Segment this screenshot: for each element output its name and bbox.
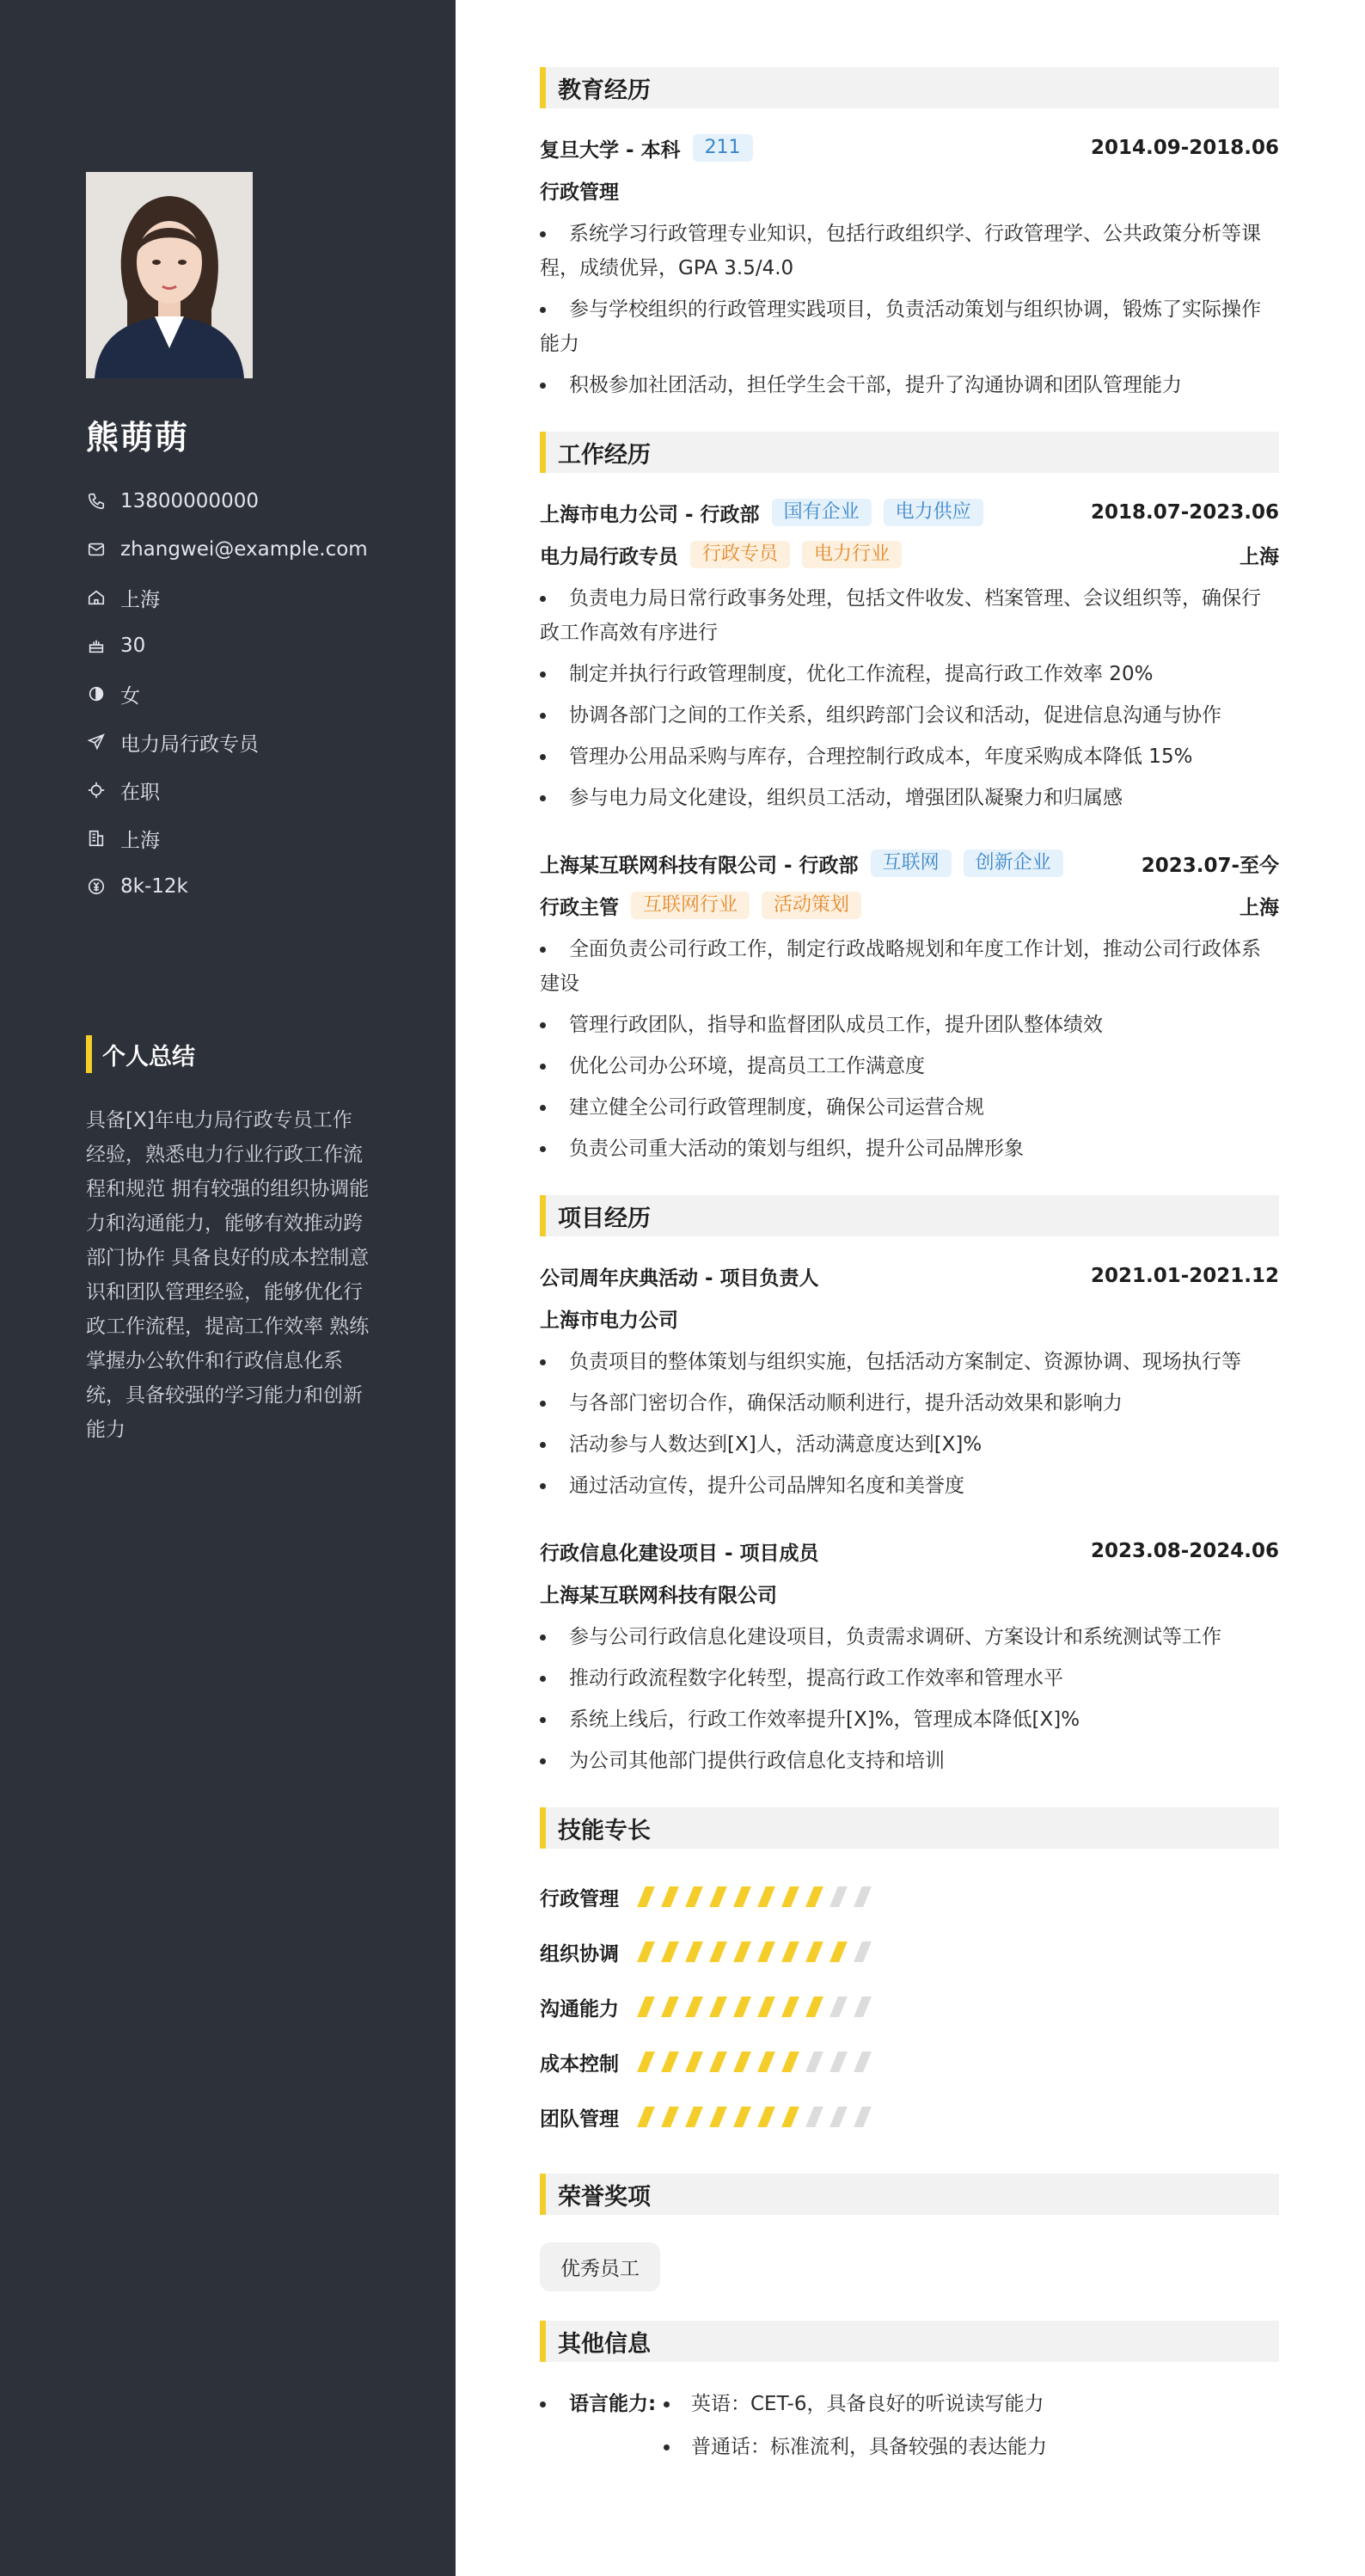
work-section bbox=[540, 432, 1279, 1166]
section-title bbox=[540, 1195, 1279, 1236]
skill-segment bbox=[854, 1996, 872, 2017]
job-head bbox=[540, 844, 1279, 882]
cake-icon bbox=[86, 635, 107, 656]
award-badge: 优秀员工 bbox=[540, 2242, 660, 2291]
skill-segment bbox=[685, 1996, 703, 2017]
company-tag: 国有企业 bbox=[772, 499, 872, 526]
skill-segment bbox=[709, 1941, 727, 1962]
skill-segment bbox=[805, 1996, 823, 2017]
project-org-line bbox=[540, 1570, 1279, 1616]
skill-segment bbox=[781, 2107, 799, 2127]
section-title-text: 工作经历 bbox=[558, 441, 651, 469]
skill-segment bbox=[805, 2107, 823, 2127]
list-item: 英语：CET-6，具备良好的听说读写能力 bbox=[664, 2383, 1047, 2426]
skill-segment bbox=[829, 1941, 848, 1962]
section-title bbox=[540, 2174, 1279, 2215]
language-info bbox=[540, 2383, 1279, 2469]
skill-row bbox=[540, 2034, 1279, 2089]
accent-bar bbox=[540, 1807, 546, 1849]
role-line bbox=[540, 882, 1279, 929]
skill-segment bbox=[854, 2052, 872, 2072]
skill-level-bar bbox=[641, 1886, 882, 1907]
gender-icon bbox=[86, 684, 107, 704]
info-phone bbox=[86, 477, 368, 525]
list-item: 活动参与人数达到[X]人，活动满意度达到[X]% bbox=[540, 1427, 1279, 1462]
skill-segment bbox=[661, 1996, 679, 2017]
skill-name: 团队管理 bbox=[540, 2107, 619, 2131]
info-city bbox=[86, 814, 368, 862]
skill-segment bbox=[733, 1941, 751, 1962]
info-gender-text: 女 bbox=[120, 684, 140, 708]
skill-segment bbox=[854, 2107, 872, 2127]
language-list bbox=[664, 2383, 1047, 2469]
skill-list bbox=[540, 1869, 1279, 2144]
job-bullets bbox=[540, 932, 1279, 1166]
skill-level-bar bbox=[641, 1996, 882, 2017]
job-city: 上海 bbox=[1240, 545, 1279, 568]
role-line bbox=[540, 531, 1279, 578]
list-item: 管理行政团队，指导和监督团队成员工作，提升团队整体绩效 bbox=[540, 1008, 1279, 1042]
list-item: 参与电力局文化建设，组织员工活动，增强团队凝聚力和归属感 bbox=[540, 781, 1279, 815]
list-item: 普通话：标准流利，具备较强的表达能力 bbox=[664, 2426, 1047, 2469]
project-org: 上海市电力公司 bbox=[540, 1309, 678, 1332]
skill-segment bbox=[709, 2107, 727, 2127]
list-item: 参与学校组织的行政管理实践项目，负责活动策划与组织协调，锻炼了实际操作能力 bbox=[540, 292, 1279, 361]
skill-segment bbox=[829, 2052, 848, 2072]
skill-segment bbox=[805, 2052, 823, 2072]
role-name: 行政主管 bbox=[540, 896, 619, 919]
list-item: 为公司其他部门提供行政信息化支持和培训 bbox=[540, 1744, 1279, 1778]
section-title bbox=[540, 67, 1279, 108]
section-title bbox=[540, 1807, 1279, 1849]
profile-photo bbox=[86, 172, 253, 378]
mail-icon bbox=[86, 539, 107, 560]
company-name: 上海市电力公司 - 行政部 bbox=[540, 503, 760, 526]
skill-segment bbox=[685, 1886, 703, 1907]
major-line bbox=[540, 167, 1279, 213]
list-item: 与各部门密切合作，确保活动顺利进行，提升活动效果和影响力 bbox=[540, 1386, 1279, 1420]
skill-segment bbox=[757, 1941, 775, 1962]
main-content bbox=[540, 67, 1279, 2498]
info-position-text: 电力局行政专员 bbox=[120, 733, 259, 756]
skill-name: 沟通能力 bbox=[540, 1997, 619, 2021]
education-date: 2014.09-2018.06 bbox=[1090, 137, 1279, 159]
info-age-text: 30 bbox=[120, 635, 146, 657]
contact-list bbox=[86, 477, 368, 911]
section-title bbox=[540, 2321, 1279, 2362]
summary-title-text: 个人总结 bbox=[102, 1043, 195, 1070]
info-status-text: 在职 bbox=[120, 781, 160, 804]
skill-name: 成本控制 bbox=[540, 2052, 619, 2076]
skill-name: 组织协调 bbox=[540, 1942, 619, 1966]
skill-row bbox=[540, 1924, 1279, 1979]
skill-segment bbox=[854, 1886, 872, 1907]
info-phone-text: 13800000000 bbox=[120, 490, 259, 512]
info-gender bbox=[86, 670, 368, 718]
list-item: 全面负责公司行政工作，制定行政战略规划和年度工作计划，推动公司行政体系建设 bbox=[540, 932, 1279, 1001]
education-bullets bbox=[540, 217, 1279, 402]
project-date: 2023.08-2024.06 bbox=[1090, 1540, 1279, 1562]
skill-segment bbox=[685, 2107, 703, 2127]
section-title-text: 技能专长 bbox=[558, 1817, 651, 1844]
info-status bbox=[86, 766, 368, 814]
summary-title bbox=[86, 1034, 195, 1074]
job-date: 2023.07-至今 bbox=[1141, 854, 1279, 877]
salary-icon bbox=[86, 876, 107, 897]
skill-segment bbox=[757, 2052, 775, 2072]
language-label: 语言能力: bbox=[540, 2383, 664, 2469]
project-head bbox=[540, 1532, 1279, 1570]
skill-segment bbox=[805, 1941, 823, 1962]
skill-segment bbox=[781, 1941, 799, 1962]
home-icon bbox=[86, 587, 107, 608]
info-age bbox=[86, 622, 368, 670]
role-name: 电力局行政专员 bbox=[540, 545, 678, 568]
accent-bar bbox=[540, 2321, 546, 2362]
major-name: 行政管理 bbox=[540, 181, 619, 204]
list-item: 推动行政流程数字化转型，提高行政工作效率和管理水平 bbox=[540, 1661, 1279, 1696]
education-section bbox=[540, 67, 1279, 402]
skill-segment bbox=[661, 2052, 679, 2072]
projects-section bbox=[540, 1195, 1279, 1778]
list-item: 系统上线后，行政工作效率提升[X]%，管理成本降低[X]% bbox=[540, 1702, 1279, 1737]
school-name: 复旦大学 - 本科 bbox=[540, 138, 681, 162]
info-position bbox=[86, 718, 368, 766]
project-date: 2021.01-2021.12 bbox=[1090, 1265, 1279, 1287]
role-tag: 活动策划 bbox=[762, 892, 861, 919]
company-name: 上海某互联网科技有限公司 - 行政部 bbox=[540, 854, 859, 877]
project-org: 上海某互联网科技有限公司 bbox=[540, 1584, 777, 1607]
list-item: 参与公司行政信息化建设项目，负责需求调研、方案设计和系统测试等工作 bbox=[540, 1620, 1279, 1654]
list-item: 管理办公用品采购与库存，合理控制行政成本，年度采购成本降低 15% bbox=[540, 739, 1279, 774]
section-title bbox=[540, 432, 1279, 473]
role-tag: 行政专员 bbox=[690, 541, 790, 568]
accent-bar bbox=[540, 1195, 546, 1236]
section-title-text: 其他信息 bbox=[558, 2330, 651, 2358]
skill-segment bbox=[733, 1996, 751, 2017]
skill-segment bbox=[781, 2052, 799, 2072]
skill-level-bar bbox=[641, 2052, 882, 2072]
skill-segment bbox=[829, 2107, 848, 2127]
accent-bar bbox=[540, 432, 546, 473]
company-tag: 互联网 bbox=[871, 849, 952, 877]
project-name: 行政信息化建设项目 - 项目成员 bbox=[540, 1542, 819, 1565]
project-name: 公司周年庆典活动 - 项目负责人 bbox=[540, 1267, 819, 1290]
send-icon bbox=[86, 732, 107, 752]
section-title-text: 荣誉奖项 bbox=[558, 2183, 651, 2211]
list-item: 积极参加社团活动，担任学生会干部，提升了沟通协调和团队管理能力 bbox=[540, 368, 1279, 402]
list-item: 制定并执行行政管理制度，优化工作流程，提高行政工作效率 20% bbox=[540, 657, 1279, 691]
skill-segment bbox=[709, 1996, 727, 2017]
skill-segment bbox=[757, 2107, 775, 2127]
skill-segment bbox=[661, 1941, 679, 1962]
phone-icon bbox=[86, 491, 107, 512]
info-home-text: 上海 bbox=[120, 588, 160, 611]
skill-row bbox=[540, 1979, 1279, 2034]
list-item: 协调各部门之间的工作关系，组织跨部门会议和活动，促进信息沟通与协作 bbox=[540, 698, 1279, 733]
list-item: 负责公司重大活动的策划与组织，提升公司品牌形象 bbox=[540, 1132, 1279, 1166]
role-tag: 互联网行业 bbox=[631, 892, 750, 919]
accent-bar bbox=[86, 1035, 92, 1073]
skill-segment bbox=[709, 2052, 727, 2072]
project-bullets bbox=[540, 1345, 1279, 1503]
role-tag: 电力行业 bbox=[802, 541, 902, 568]
skill-segment bbox=[661, 1886, 679, 1907]
skill-segment bbox=[781, 1996, 799, 2017]
skill-segment bbox=[854, 1941, 872, 1962]
skill-segment bbox=[757, 1996, 775, 2017]
school-tag: 211 bbox=[693, 134, 753, 162]
project-org-line bbox=[540, 1295, 1279, 1341]
skill-level-bar bbox=[641, 1941, 882, 1962]
list-item: 负责项目的整体策划与组织实施，包括活动方案制定、资源协调、现场执行等 bbox=[540, 1345, 1279, 1379]
job-bullets bbox=[540, 581, 1279, 815]
section-title-text: 教育经历 bbox=[558, 77, 651, 104]
info-city-text: 上海 bbox=[120, 829, 160, 852]
project-bullets bbox=[540, 1620, 1279, 1778]
skill-segment bbox=[733, 2052, 751, 2072]
skill-segment bbox=[685, 1941, 703, 1962]
job-date: 2018.07-2023.06 bbox=[1090, 501, 1279, 524]
skill-segment bbox=[733, 1886, 751, 1907]
skill-segment bbox=[781, 1886, 799, 1907]
accent-bar bbox=[540, 2174, 546, 2215]
skill-segment bbox=[733, 2107, 751, 2127]
info-salary-text: 8k-12k bbox=[120, 875, 188, 898]
education-head bbox=[540, 129, 1279, 167]
skill-segment bbox=[685, 2052, 703, 2072]
profile-name: 熊萌萌 bbox=[86, 419, 190, 457]
section-title-text: 项目经历 bbox=[558, 1205, 651, 1232]
skill-segment bbox=[709, 1886, 727, 1907]
job-city: 上海 bbox=[1240, 896, 1279, 919]
skill-row bbox=[540, 1869, 1279, 1924]
info-email bbox=[86, 525, 368, 573]
skill-segment bbox=[829, 1996, 848, 2017]
sidebar bbox=[0, 0, 456, 2576]
skill-row bbox=[540, 2089, 1279, 2144]
skills-section bbox=[540, 1807, 1279, 2144]
info-salary bbox=[86, 862, 368, 911]
skill-segment bbox=[757, 1886, 775, 1907]
skill-name: 行政管理 bbox=[540, 1887, 619, 1911]
project-head bbox=[540, 1257, 1279, 1295]
list-item: 建立健全公司行政管理制度，确保公司运营合规 bbox=[540, 1090, 1279, 1125]
info-home bbox=[86, 573, 368, 622]
company-tag: 电力供应 bbox=[884, 499, 983, 526]
accent-bar bbox=[540, 67, 546, 108]
company-tag: 创新企业 bbox=[964, 849, 1063, 877]
honors-section bbox=[540, 2174, 1279, 2291]
building-icon bbox=[86, 828, 107, 849]
summary-text: 具备[X]年电力局行政专员工作经验，熟悉电力行业行政工作流程和规范 拥有较强的组织协调能力和沟通能力，能够有效推动跨部门协作 具备良好的成本控制意识和团队管理经验，能够优化行政工作流程，提高工作效率 熟练掌握办公软件和行政信息化系统，具备较强的学习能力和创新能力 bbox=[86, 1109, 370, 1441]
list-item: 系统学习行政管理专业知识，包括行政组织学、行政管理学、公共政策分析等课程，成绩优异，GPA 3.5/4.0 bbox=[540, 217, 1279, 285]
skill-segment bbox=[661, 2107, 679, 2127]
job-head bbox=[540, 494, 1279, 531]
info-email-text: zhangwei@example.com bbox=[120, 538, 368, 561]
status-icon bbox=[86, 780, 107, 800]
other-section bbox=[540, 2321, 1279, 2469]
skill-level-bar bbox=[641, 2107, 882, 2127]
skill-segment bbox=[829, 1886, 848, 1907]
list-item: 通过活动宣传，提升公司品牌知名度和美誉度 bbox=[540, 1469, 1279, 1503]
skill-segment bbox=[805, 1886, 823, 1907]
list-item: 负责电力局日常行政事务处理，包括文件收发、档案管理、会议组织等，确保行政工作高效有序进行 bbox=[540, 581, 1279, 650]
list-item: 优化公司办公环境，提高员工工作满意度 bbox=[540, 1049, 1279, 1083]
